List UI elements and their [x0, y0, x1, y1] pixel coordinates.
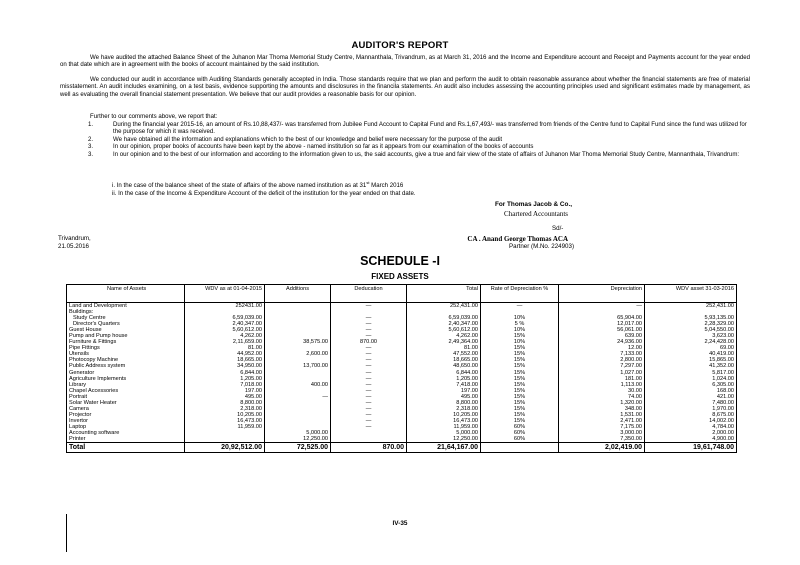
asset-value-cell: 1,024.00	[645, 376, 737, 382]
total-cell: 19,61,748.00	[645, 443, 737, 453]
total-cell: 2,02,419.00	[559, 443, 645, 453]
partner-membership: Partner (M.No. 224903)	[509, 243, 574, 250]
finding-number: 3.	[88, 150, 94, 158]
finding-text: We have obtained all the information and explanations which to the best of our knowledge and belief were necessary for the purpose of the audit	[113, 135, 503, 143]
asset-value-cell: —	[331, 412, 407, 418]
asset-value-cell: 5,817.00	[645, 370, 737, 376]
asset-value-cell: —	[331, 315, 407, 321]
asset-value-cell: 7,175.00	[559, 424, 645, 430]
asset-value-cell: —	[331, 321, 407, 327]
paragraph-audit-standards: We conducted our audit in accordance with Auditing Standards generally accepted in India. Those standards require that we plan and perform the audit to obtain reasonable assurance about whether the financial statements are free of material misstatement. An audit includes examining, on a test basis, evidence supporting the amounts and disclosures in the financila statements. An audit also includes assessing the accounting principles used and significant estimates made by management, as well as evaluating the overall financial statement presentation. We believe that our audit provides a reasonable basis for our opinion.	[60, 76, 750, 98]
finding-text: In our opinion, proper books of accounts have been kept by the above - named institution so far as it appears from our examination of the books of accounts	[113, 143, 534, 151]
finding-item	[88, 136, 750, 143]
asset-value-cell: 6,305.00	[645, 382, 737, 388]
asset-value-cell: 11,959.00	[407, 424, 481, 430]
asset-value-cell: 12,250.00	[265, 436, 331, 443]
asset-value-cell: 1,970.00	[645, 406, 737, 412]
asset-value-cell: 30.00	[559, 388, 645, 394]
asset-value-cell: —	[331, 382, 407, 388]
asset-name-cell: Photocopy Machine	[67, 357, 185, 363]
asset-value-cell: 870.00	[331, 339, 407, 345]
asset-value-cell: 81.00	[407, 345, 481, 351]
finding-item	[88, 143, 750, 150]
asset-value-cell: 495.00	[185, 394, 265, 400]
asset-value-cell: —	[331, 376, 407, 382]
asset-value-cell: 5 %	[481, 321, 559, 327]
asset-value-cell: 48,650.00	[407, 363, 481, 369]
asset-value-cell: 15%	[481, 363, 559, 369]
asset-value-cell: 197.00	[407, 388, 481, 394]
asset-value-cell: —	[331, 406, 407, 412]
asset-value-cell: 2,318.00	[185, 406, 265, 412]
asset-value-cell: 2,24,428.00	[645, 339, 737, 345]
asset-name-cell: Pipe Fittings	[67, 345, 185, 351]
header-cell: Total	[407, 285, 481, 303]
asset-value-cell: 5,93,135.00	[645, 315, 737, 321]
asset-value-cell: 15%	[481, 418, 559, 424]
asset-value-cell: 1,113.00	[559, 382, 645, 388]
asset-value-cell: 639.00	[559, 333, 645, 339]
asset-value-cell: 15%	[481, 412, 559, 418]
finding-number: 2.	[88, 135, 94, 143]
asset-value-cell: —	[559, 303, 645, 310]
asset-value-cell: 40,419.00	[645, 351, 737, 357]
asset-name-cell: Utensils	[67, 351, 185, 357]
asset-value-cell: 11,959.00	[185, 424, 265, 430]
asset-value-cell: 5,04,550.00	[645, 327, 737, 333]
asset-value-cell: 1,027.00	[559, 370, 645, 376]
asset-value-cell: 56,061.00	[559, 327, 645, 333]
header-cell: Deducation	[331, 285, 407, 303]
firm-name: For Thomas Jacob & Co.,	[494, 201, 572, 208]
asset-value-cell: 81.00	[185, 345, 265, 351]
asset-value-cell: 34,950.00	[185, 363, 265, 369]
total-cell	[481, 443, 559, 453]
asset-value-cell: 38,575.00	[265, 339, 331, 345]
asset-name-cell: Laptop	[67, 424, 185, 430]
asset-value-cell: 60%	[481, 436, 559, 443]
asset-name-cell: Printer	[67, 436, 185, 443]
finding-item	[88, 121, 750, 136]
header-cell: WDV as at 01-04-2015	[185, 285, 265, 303]
asset-value-cell: 1,320.00	[559, 400, 645, 406]
asset-name-cell: Generator	[67, 370, 185, 376]
asset-value-cell: 2,318.00	[407, 406, 481, 412]
asset-value-cell: 47,552.00	[407, 351, 481, 357]
asset-value-cell: —	[331, 363, 407, 369]
asset-value-cell: 16,473.00	[407, 418, 481, 424]
asset-name-cell: Buildings:	[67, 309, 185, 315]
asset-value-cell: —	[331, 357, 407, 363]
asset-value-cell: 15%	[481, 388, 559, 394]
asset-value-cell: 2,800.00	[559, 357, 645, 363]
asset-value-cell: 60%	[481, 424, 559, 430]
asset-value-cell: 10%	[481, 339, 559, 345]
asset-value-cell: 2,11,659.00	[185, 339, 265, 345]
asset-value-cell: 15%	[481, 345, 559, 351]
asset-value-cell: 24,936.00	[559, 339, 645, 345]
finding-number: 3.	[88, 143, 94, 151]
schedule-subtitle: FIXED ASSETS	[371, 272, 429, 281]
report-date: 21.05.2016	[58, 243, 89, 250]
asset-value-cell: 74.00	[559, 394, 645, 400]
asset-value-cell: 2,40,347.00	[407, 321, 481, 327]
asset-name-cell: Accounting software	[67, 430, 185, 436]
asset-value-cell: 12,250.00	[407, 436, 481, 443]
asset-value-cell: —	[481, 303, 559, 310]
fixed-assets-table	[66, 284, 737, 453]
asset-value-cell: 348.00	[559, 406, 645, 412]
asset-value-cell: 6,844.00	[407, 370, 481, 376]
asset-value-cell: 6,59,039.00	[407, 315, 481, 321]
finding-text: During the financial year 2015-16, an amount of Rs.10,88,437/- was transferred from Jubilee Fund Account to Capital Fund and Rs.1,67,493/- was transferred from friends of the Centre fund to Capital Fund since the fund was utilized for the purpose for which it was received.	[113, 121, 747, 136]
asset-value-cell: 1,205.00	[185, 376, 265, 382]
asset-value-cell: 8,800.00	[185, 400, 265, 406]
asset-name-cell: Invertor	[67, 418, 185, 424]
header-cell: WDV asset 31-03-2016	[645, 285, 737, 303]
header-cell: Depreciation	[559, 285, 645, 303]
asset-value-cell: 4,262.00	[407, 333, 481, 339]
asset-value-cell: 15%	[481, 400, 559, 406]
asset-value-cell: 10%	[481, 327, 559, 333]
asset-value-cell: —	[331, 351, 407, 357]
asset-name-cell: Chapel Accessories	[67, 388, 185, 394]
asset-value-cell: 10,205.00	[407, 412, 481, 418]
asset-value-cell: 12,017.00	[559, 321, 645, 327]
asset-value-cell: —	[331, 424, 407, 430]
asset-name-cell: Land and Development	[67, 303, 185, 310]
asset-value-cell: 2,49,364.00	[407, 339, 481, 345]
asset-value-cell: 252,431.00	[407, 303, 481, 310]
asset-value-cell: 2,40,347.00	[185, 321, 265, 327]
asset-value-cell: 13,700.00	[265, 363, 331, 369]
asset-value-cell: 495.00	[407, 394, 481, 400]
asset-value-cell: —	[331, 303, 407, 310]
asset-value-cell: 2,000.00	[645, 430, 737, 436]
asset-value-cell: 400.00	[265, 382, 331, 388]
asset-value-cell: 3,623.00	[645, 333, 737, 339]
firm-designation: Chartered Accountants	[504, 210, 568, 218]
page-number: IV-35	[392, 520, 408, 527]
asset-value-cell: 7,018.00	[185, 382, 265, 388]
asset-value-cell: 4,262.00	[185, 333, 265, 339]
asset-value-cell: 181.00	[559, 376, 645, 382]
asset-value-cell: 1,531.00	[559, 412, 645, 418]
signature-mark: Sd/-	[552, 225, 564, 232]
fixed-assets-table-wrapper	[66, 284, 736, 453]
asset-value-cell: 10,205.00	[185, 412, 265, 418]
opinion-balance-sheet: i. In the case of the balance sheet of the state of affairs of the above named institution as at 31st March 2016	[112, 180, 404, 190]
schedule-title: SCHEDULE -I	[360, 254, 440, 268]
opinion-income-expenditure: ii. In the case of the Income & Expenditure Account of the deficit of the institution for the year ended on that date.	[112, 189, 416, 197]
partner-name: CA . Anand George Thomas ACA	[467, 235, 568, 243]
asset-value-cell: 168.00	[645, 388, 737, 394]
asset-value-cell: 69.00	[645, 345, 737, 351]
finding-number: 1.	[88, 121, 94, 128]
report-findings-list	[88, 121, 750, 158]
table-body	[67, 303, 737, 443]
table-total-row	[67, 443, 737, 453]
asset-value-cell: 15%	[481, 333, 559, 339]
table-header-row	[67, 285, 737, 303]
asset-value-cell: 2,471.00	[559, 418, 645, 424]
paragraph-audit-scope: We have audited the attached Balance Sheet of the Juhanon Mar Thoma Memorial Study Centre, Mannanthala, Trivandrum, as at March 31, 2016 and the Income and Expenditure account and Receipt and Payments account for the year ended on that date which are in agreement with the books of account maintained by the said institution.	[60, 54, 750, 69]
asset-name-cell: Pump and Pump house	[67, 333, 185, 339]
asset-value-cell: 8,800.00	[407, 400, 481, 406]
asset-value-cell: 5,000.00	[407, 430, 481, 436]
report-title: AUDITOR'S REPORT	[351, 40, 449, 51]
paragraph-further-comments: Further to our comments above, we report that:	[90, 113, 218, 120]
asset-value-cell: 14,002.00	[645, 418, 737, 424]
asset-value-cell: 10%	[481, 315, 559, 321]
asset-value-cell: 1,205.00	[407, 376, 481, 382]
asset-value-cell: 65,904.00	[559, 315, 645, 321]
asset-value-cell: —	[331, 333, 407, 339]
asset-value-cell: —	[331, 388, 407, 394]
asset-value-cell: 4,900.00	[645, 436, 737, 443]
finding-text: In our opinion and to the best of our information and according to the information given to us, the said accounts, give a true and fair view of the state of affairs of Juhanon Mar Thoma Memorial Study Centre, Mannanthala, Trivandrum:	[113, 150, 740, 158]
asset-value-cell: 12.00	[559, 345, 645, 351]
asset-value-cell: 252431.00	[185, 303, 265, 310]
asset-value-cell: 44,952.00	[185, 351, 265, 357]
asset-value-cell: 5,60,612.00	[185, 327, 265, 333]
asset-value-cell: 252,431.00	[645, 303, 737, 310]
asset-value-cell: 15%	[481, 370, 559, 376]
total-cell: 21,64,167.00	[407, 443, 481, 453]
place: Trivandrum,	[58, 235, 91, 242]
finding-item	[88, 151, 750, 158]
asset-value-cell: 15%	[481, 351, 559, 357]
asset-name-cell: Portrait	[67, 394, 185, 400]
asset-value-cell: 15,865.00	[645, 357, 737, 363]
total-cell: 20,92,512.00	[185, 443, 265, 453]
total-label: Total	[67, 443, 185, 453]
asset-value-cell: 15%	[481, 406, 559, 412]
asset-name-cell: Camera	[67, 406, 185, 412]
asset-value-cell: —	[331, 327, 407, 333]
asset-value-cell: 7,297.00	[559, 363, 645, 369]
asset-name-cell: Study Centre	[67, 315, 185, 321]
asset-value-cell: 15%	[481, 394, 559, 400]
asset-value-cell: 3,000.00	[559, 430, 645, 436]
asset-value-cell: 6,844.00	[185, 370, 265, 376]
asset-name-cell: Director's Quarters	[67, 321, 185, 327]
asset-value-cell: —	[331, 394, 407, 400]
asset-value-cell: 7,418.00	[407, 382, 481, 388]
asset-value-cell: —	[265, 394, 331, 400]
asset-value-cell: 15%	[481, 382, 559, 388]
asset-name-cell: Solar Water Heater	[67, 400, 185, 406]
asset-value-cell: 60%	[481, 430, 559, 436]
asset-value-cell: 421.00	[645, 394, 737, 400]
asset-name-cell: Guest House	[67, 327, 185, 333]
asset-value-cell: 5,000.00	[265, 430, 331, 436]
asset-value-cell: 2,600.00	[265, 351, 331, 357]
asset-value-cell: 7,350.00	[559, 436, 645, 443]
asset-name-cell: Library	[67, 382, 185, 388]
asset-value-cell: 18,665.00	[185, 357, 265, 363]
asset-value-cell: 197.00	[185, 388, 265, 394]
asset-value-cell: —	[331, 400, 407, 406]
total-cell: 72,525.00	[265, 443, 331, 453]
header-cell: Additions	[265, 285, 331, 303]
asset-value-cell: 4,784.00	[645, 424, 737, 430]
asset-value-cell: 18,665.00	[407, 357, 481, 363]
asset-value-cell: 6,59,039.00	[185, 315, 265, 321]
opinion-sublist	[112, 179, 752, 197]
asset-value-cell: —	[331, 345, 407, 351]
asset-value-cell: 41,352.00	[645, 363, 737, 369]
asset-name-cell: Projector	[67, 412, 185, 418]
asset-value-cell: —	[331, 418, 407, 424]
asset-name-cell: Agriculture Implements	[67, 376, 185, 382]
asset-value-cell: 8,675.00	[645, 412, 737, 418]
header-cell: Name of Assets	[67, 285, 185, 303]
asset-value-cell: 2,28,329.00	[645, 321, 737, 327]
asset-name-cell: Public Address system	[67, 363, 185, 369]
asset-name-cell: Furniture & Fittings	[67, 339, 185, 345]
asset-value-cell: 5,60,612.00	[407, 327, 481, 333]
asset-value-cell: 7,480.00	[645, 400, 737, 406]
asset-value-cell: 7,133.00	[559, 351, 645, 357]
total-cell: 870.00	[331, 443, 407, 453]
asset-value-cell: 15%	[481, 376, 559, 382]
asset-value-cell: 15%	[481, 357, 559, 363]
asset-value-cell: 16,473.00	[185, 418, 265, 424]
header-cell: Rate of Depreciation %	[481, 285, 559, 303]
asset-value-cell: —	[331, 370, 407, 376]
